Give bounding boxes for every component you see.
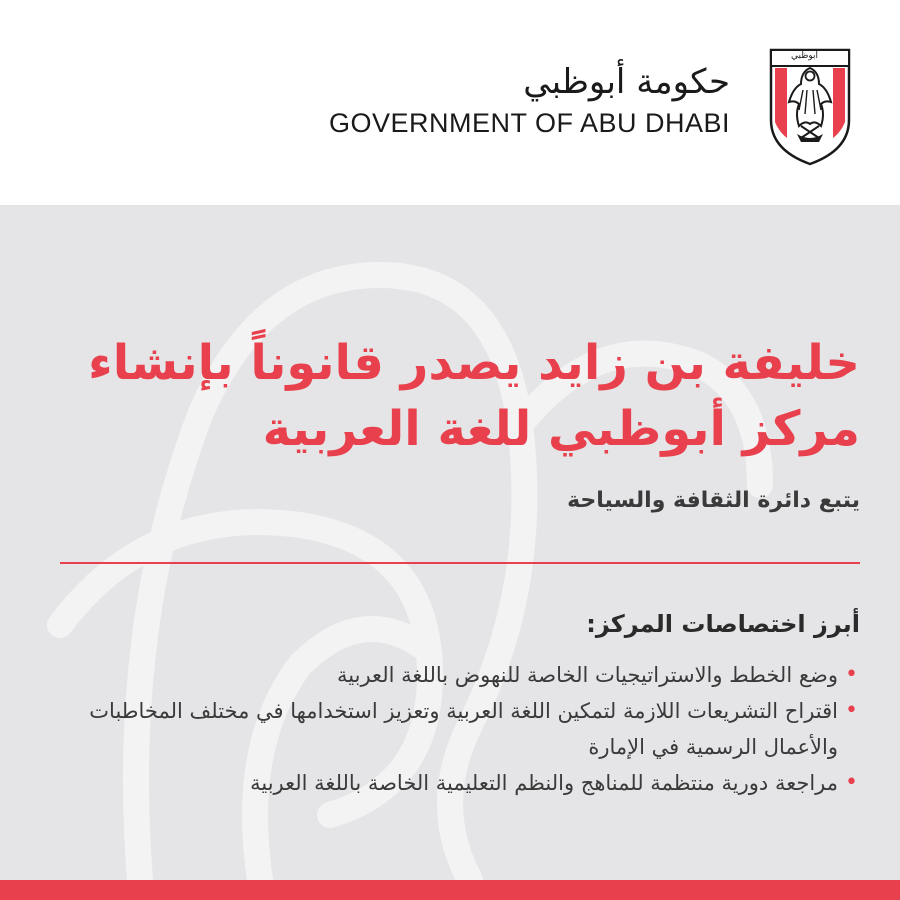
logo-english-text: GOVERNMENT OF ABU DHABI — [328, 108, 730, 138]
main-title — [60, 330, 860, 462]
responsibilities-list — [80, 657, 860, 801]
main-title-line2: مركز أبوظبي للغة العربية — [262, 401, 860, 457]
bullet-icon: • — [845, 770, 858, 795]
list-item-text: وضع الخطط والاستراتيجيات الخاصة للنهوض باللغة العربية — [337, 663, 838, 687]
footer-accent-bar — [0, 880, 900, 900]
bullet-icon: • — [845, 662, 858, 687]
divider — [60, 562, 860, 564]
logo-arabic-text: حكومة أبوظبي — [523, 62, 730, 102]
list-item — [80, 693, 860, 765]
content-panel — [0, 205, 900, 880]
bullet-icon: • — [845, 698, 858, 723]
list-item-text: مراجعة دورية منتظمة للمناهج والنظم التعليمية الخاصة باللغة العربية — [250, 771, 838, 795]
list-item-text: اقتراح التشريعات اللازمة لتمكين اللغة العربية وتعزيز استخدامها في مختلف المخاطبات والأعمال الرسمية في الإمارة — [89, 699, 838, 759]
list-heading: أبرز اختصاصات المركز: — [586, 610, 860, 638]
list-item — [80, 657, 860, 693]
emblem-caption: أبوظبي — [791, 51, 819, 61]
list-item — [80, 765, 860, 801]
subtitle: يتبع دائرة الثقافة والسياحة — [567, 488, 860, 513]
main-title-line1: خليفة بن زايد يصدر قانوناً بإنشاء — [88, 335, 860, 391]
header — [0, 0, 900, 205]
